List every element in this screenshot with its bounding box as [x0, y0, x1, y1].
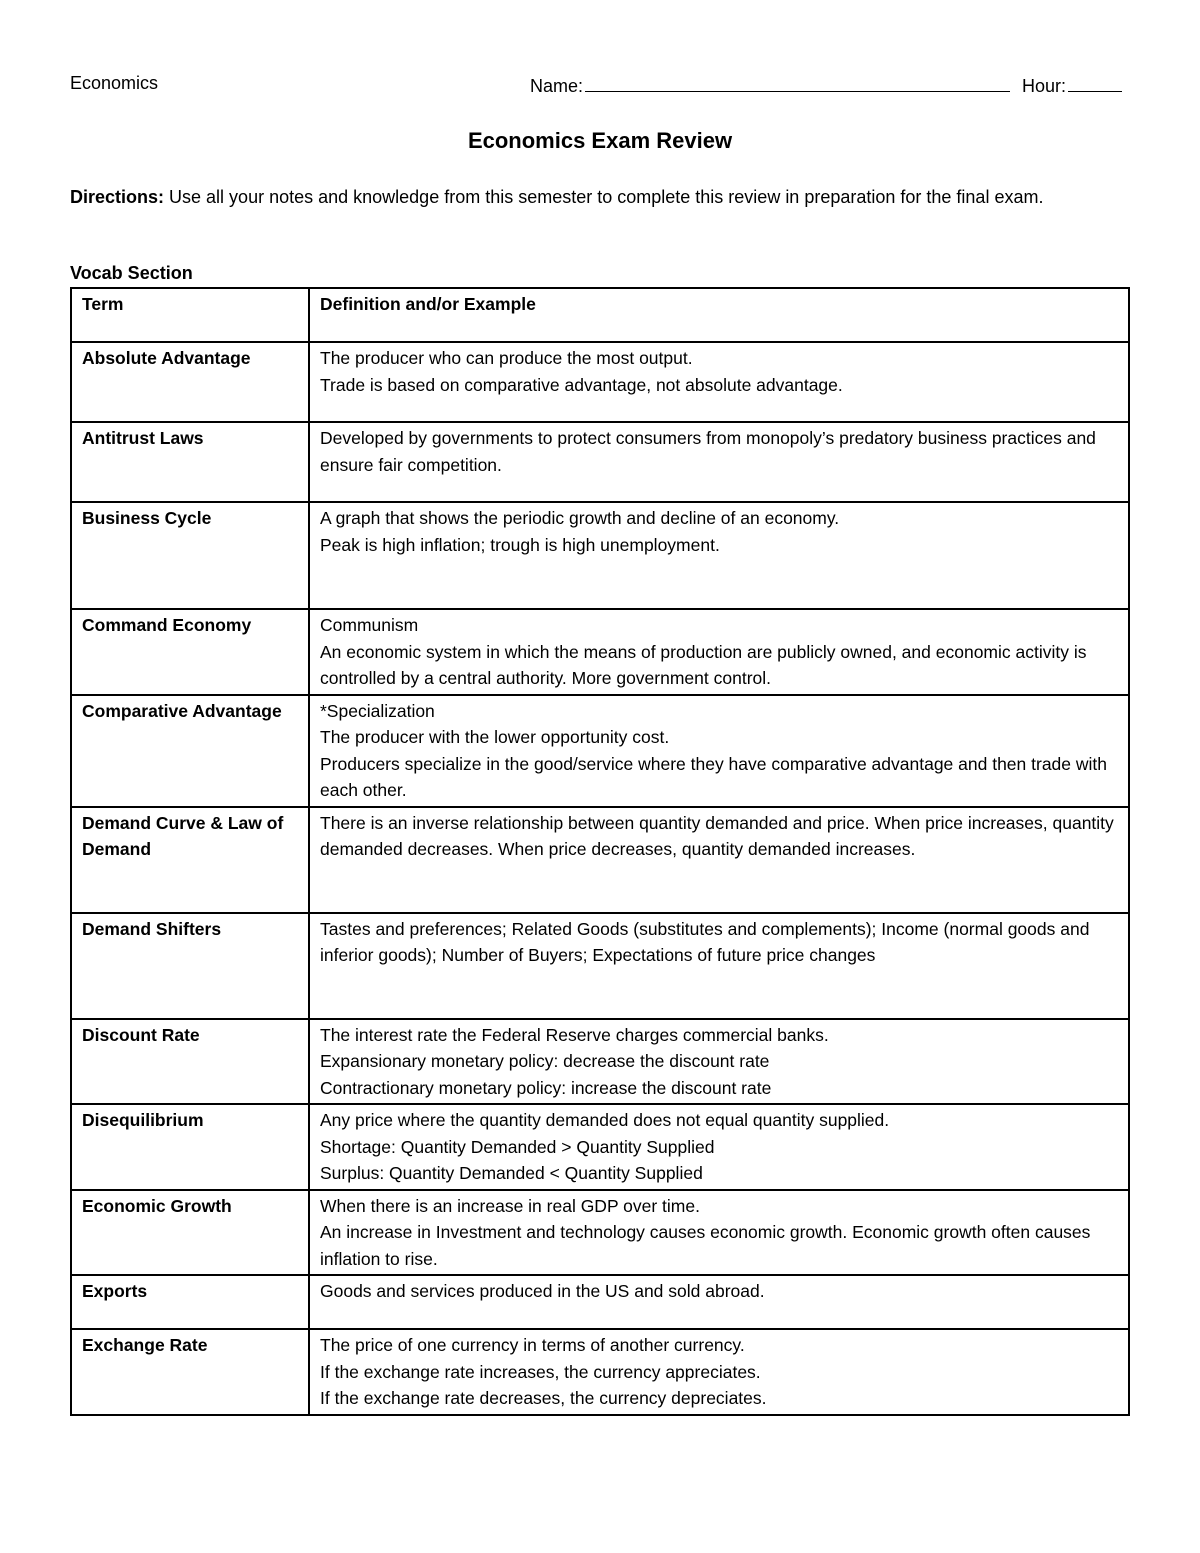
table-row [71, 807, 1129, 913]
definition-line: Developed by governments to protect consumers from monopoly’s predatory business practices and ensure fair competition. [320, 428, 1096, 475]
subject-label: Economics [70, 73, 159, 93]
term-cell: Demand Shifters [71, 913, 309, 1019]
definition-cell [309, 1329, 1129, 1415]
definition-line: Tastes and preferences; Related Goods (substitutes and complements); Income (normal goods and inferior goods); Number of Buyers; Expectations of future price changes [320, 918, 1090, 965]
definition-line: Expansionary monetary policy: decrease the discount rate [320, 1051, 770, 1071]
definition-cell [309, 913, 1129, 1019]
directions-label: Directions: [70, 187, 165, 207]
section-label: Vocab Section [70, 263, 193, 283]
name-blank-line[interactable] [585, 73, 1010, 92]
vocab-table [70, 287, 1130, 1416]
term-cell: Economic Growth [71, 1190, 309, 1276]
definition-line: The producer with the lower opportunity cost. [320, 727, 670, 747]
definition-line: Communism [320, 615, 419, 635]
definition-cell [309, 422, 1129, 502]
table-row [71, 1275, 1129, 1329]
term-cell: Exports [71, 1275, 309, 1329]
table-row [71, 422, 1129, 502]
definition-line: An economic system in which the means of production are publicly owned, and economic activity is controlled by a central authority. More government control. [320, 641, 1087, 688]
name-label: Name: [530, 76, 584, 96]
definition-cell [309, 1190, 1129, 1276]
table-header-row [71, 288, 1129, 342]
term-cell: Discount Rate [71, 1019, 309, 1105]
definition-line: The price of one currency in terms of another currency. [320, 1335, 745, 1355]
definition-line: *Specialization [320, 700, 435, 721]
definition-line: The interest rate the Federal Reserve charges commercial banks. [320, 1024, 829, 1045]
definition-line: An increase in Investment and technology causes economic growth. Economic growth often causes inflation to rise. [320, 1222, 1091, 1269]
hour-label: Hour: [1022, 76, 1067, 96]
table-row [71, 1104, 1129, 1190]
hour-blank-line[interactable] [1068, 73, 1122, 92]
term-cell: Comparative Advantage [71, 695, 309, 807]
table-row [71, 342, 1129, 422]
table-row [71, 609, 1129, 695]
definition-line: Goods and services produced in the US and sold abroad. [320, 1281, 765, 1301]
definition-cell [309, 1275, 1129, 1329]
hour-field [1022, 73, 1122, 97]
term-column-header: Term [71, 288, 309, 342]
term-cell: Exchange Rate [71, 1329, 309, 1415]
name-field [530, 73, 1010, 97]
definition-line: If the exchange rate increases, the currency appreciates. [320, 1361, 761, 1382]
table-row [71, 695, 1129, 807]
definition-cell [309, 1019, 1129, 1105]
table-row [71, 502, 1129, 609]
table-row [71, 1019, 1129, 1105]
definition-line: Any price where the quantity demanded does not equal quantity supplied. [320, 1110, 890, 1130]
definition-line: Shortage: Quantity Demanded > Quantity Supplied [320, 1136, 715, 1157]
definition-cell [309, 609, 1129, 695]
directions-text: Use all your notes and knowledge from this semester to complete this review in preparation for the final exam. [164, 187, 1044, 207]
page-title: Economics Exam Review [467, 128, 733, 153]
term-cell: Absolute Advantage [71, 342, 309, 422]
definition-line: When there is an increase in real GDP over time. [320, 1195, 700, 1216]
definition-line: The producer who can produce the most output. [320, 348, 693, 368]
term-cell: Command Economy [71, 609, 309, 695]
definition-line: Contractionary monetary policy: increase the discount rate [320, 1077, 772, 1098]
table-row [71, 1329, 1129, 1415]
term-cell: Business Cycle [71, 502, 309, 609]
directions [70, 184, 1110, 210]
definition-line: If the exchange rate decreases, the currency depreciates. [320, 1388, 767, 1408]
definition-line: There is an inverse relationship between quantity demanded and price. When price increases, quantity demanded decreases. When price decreases, quantity demanded increases. [320, 812, 1114, 859]
table-row [71, 913, 1129, 1019]
term-cell: Disequilibrium [71, 1104, 309, 1190]
definition-line: A graph that shows the periodic growth and decline of an economy. [320, 508, 840, 528]
definition-line: Producers specialize in the good/service where they have comparative advantage and then trade with each other. [320, 753, 1107, 800]
term-cell: Antitrust Laws [71, 422, 309, 502]
definition-cell [309, 807, 1129, 913]
definition-line: Peak is high inflation; trough is high unemployment. [320, 534, 720, 555]
table-row [71, 1190, 1129, 1276]
definition-cell [309, 502, 1129, 609]
definition-cell [309, 695, 1129, 807]
definition-cell [309, 342, 1129, 422]
header-row [70, 73, 1130, 99]
definition-line: Surplus: Quantity Demanded < Quantity Supplied [320, 1163, 703, 1183]
definition-line: Trade is based on comparative advantage, not absolute advantage. [320, 374, 843, 395]
definition-cell [309, 1104, 1129, 1190]
term-cell: Demand Curve & Law of Demand [71, 807, 309, 913]
definition-column-header: Definition and/or Example [309, 288, 1129, 342]
